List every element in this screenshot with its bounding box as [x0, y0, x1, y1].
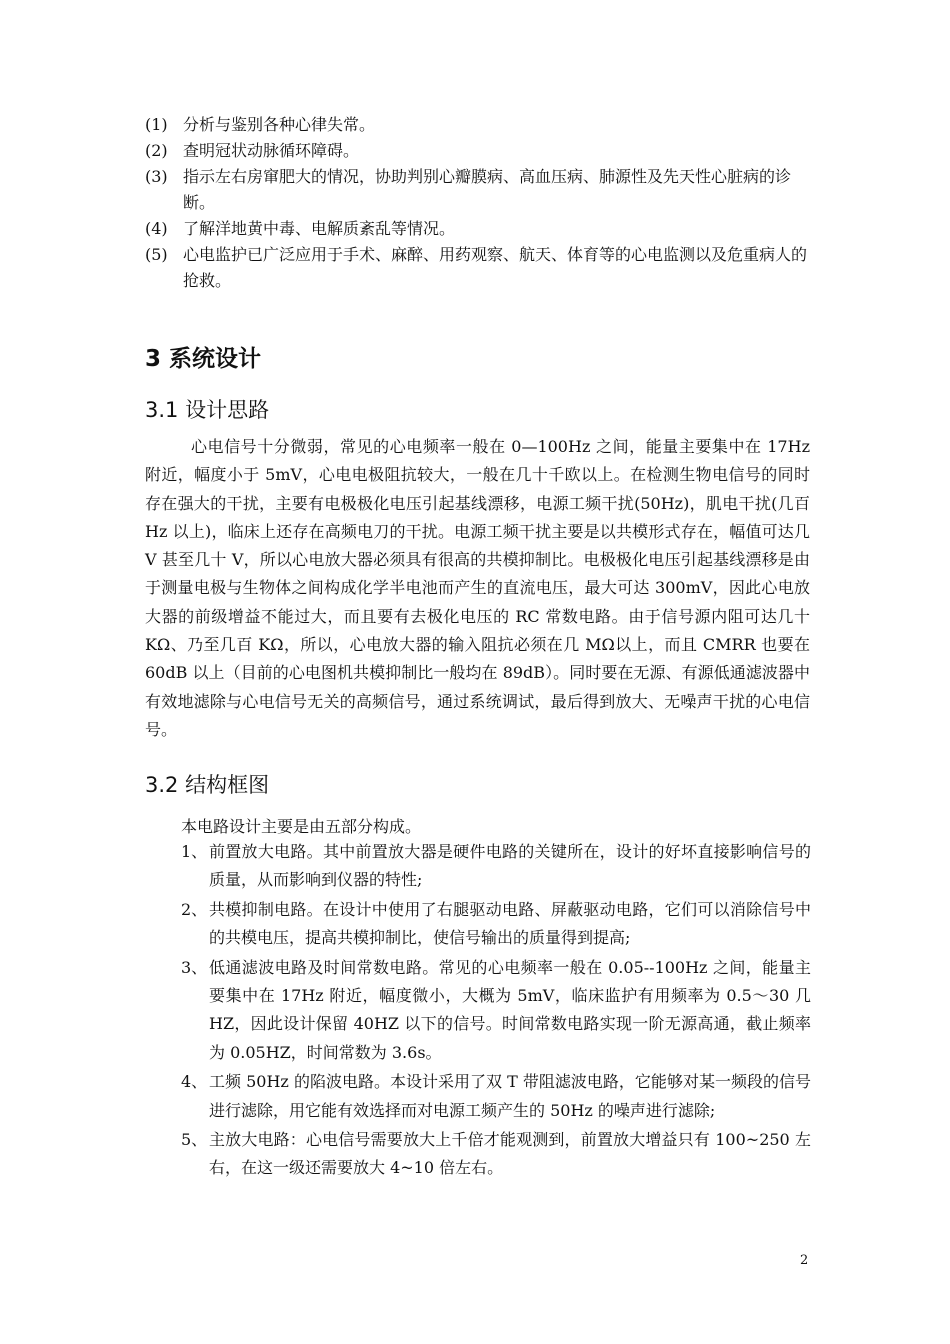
list-item: [181, 838, 811, 895]
list-item: [181, 896, 811, 953]
list-item-number: (2): [145, 141, 168, 160]
list-item-text: 分析与鉴别各种心律失常。: [183, 115, 376, 134]
list-item-text: 主放大电路：心电信号需要放大上千倍才能观测到，前置放大增益只有 100~250 左右，在这一级还需要放大 4~10 倍左右。: [209, 1130, 811, 1178]
list-item: [181, 1068, 811, 1125]
page-number: 2: [800, 1253, 809, 1268]
list-item-text: 指示左右房窜肥大的情况，协助判别心瓣膜病、高血压病、肺源性及先天性心脏病的诊断。: [183, 167, 792, 212]
list-item: [145, 242, 810, 294]
list-item-number: (5): [145, 245, 168, 264]
list-item: [145, 216, 810, 242]
list-item-text: 低通滤波电路及时间常数电路。常见的心电频率一般在 0.05--100Hz 之间，能量主要集中在 17Hz 附近，幅度微小，大概为 5mV，临床监护有用频率为 0.5～30 几 HZ，因此设计保留 40HZ 以下的信号。时间常数电路实现一阶无源高通，截止频率为 0.05HZ，时间常数为 3.6s。: [209, 957, 811, 1062]
list-item: [145, 164, 810, 216]
list-item-text: 共模抑制电路。在设计中使用了右腿驱动电路、屏蔽驱动电路，它们可以消除信号中的共模电压，提高共模抑制比，使信号输出的质量得到提高;: [209, 899, 811, 948]
list-item-text: 前置放大电路。其中前置放大器是硬件电路的关键所在，设计的好坏直接影响信号的质量，从而影响到仪器的特性;: [209, 842, 811, 890]
section-3-2-heading: 3.2 结构框图: [145, 773, 270, 797]
list-item-number: (3): [145, 167, 168, 186]
list-item-text: 查明冠状动脉循环障碍。: [183, 141, 360, 160]
list-item-text: 工频 50Hz 的陷波电路。本设计采用了双 T 带阻滤波电路，它能够对某一频段的信号进行滤除，用它能有效选择而对电源工频产生的 50Hz 的噪声进行滤除;: [209, 1072, 811, 1120]
list-item-number: 1、: [181, 842, 208, 861]
list-item-number: (4): [145, 219, 168, 238]
list-item: [181, 954, 811, 1068]
list-item: [145, 138, 810, 164]
list-item-number: 5、: [181, 1130, 208, 1150]
list-item-number: (1): [145, 115, 168, 134]
design-idea-paragraph: 心电信号十分微弱，常见的心电频率一般在 0—100Hz 之间，能量主要集中在 17Hz 附近，幅度小于 5mV，心电电极阻抗较大，一般在几十千欧以上。在检测生物电信号的同时存在强大的干扰，主要有电极极化电压引起基线漂移，电源工频干扰(50Hz)，肌电干扰(几百 Hz 以上)，临床上还存在高频电刀的干扰。电源工频干扰主要是以共模形式存在，幅值可达几 V 甚至几十 V，所以心电放大器必须具有很高的共模抑制比。电极极化电压引起基线漂移是由于测量电极与生物体之间构成化学半电池而产生的直流电压，最大可达 300mV，因此心电放大器的前级增益不能过大，而且要有去极化电压的 RC 常数电路。由于信号源内阻可达几十 KΩ、乃至几百 KΩ，所以，心电放大器的输入阻抗必须在几 MΩ以上，而且 CMRR 也要在 60dB 以上（目前的心电图机共模抑制比一般均在 89dB）。同时要在无源、有源低通滤波器中有效地滤除与心电信号无关的高频信号，通过系统调试，最后得到放大、无噪声干扰的心电信号。: [145, 437, 810, 739]
list-item-number: 3、: [181, 957, 208, 977]
structure-intro: 本电路设计主要是由五部分构成。: [181, 817, 422, 836]
structure-list: [181, 838, 811, 1184]
list-item-number: 2、: [181, 899, 208, 919]
list-item: [181, 1126, 811, 1183]
section-3-heading: 3 系统设计: [145, 346, 262, 372]
list-item: [145, 112, 810, 138]
list-item-number: 4、: [181, 1072, 208, 1092]
application-list: [145, 112, 810, 294]
section-3-1-heading: 3.1 设计思路: [145, 398, 270, 422]
list-item-text: 心电监护已广泛应用于手术、麻醉、用药观察、航天、体育等的心电监测以及危重病人的抢救。: [183, 245, 808, 290]
list-item-text: 了解洋地黄中毒、电解质紊乱等情况。: [183, 219, 456, 238]
